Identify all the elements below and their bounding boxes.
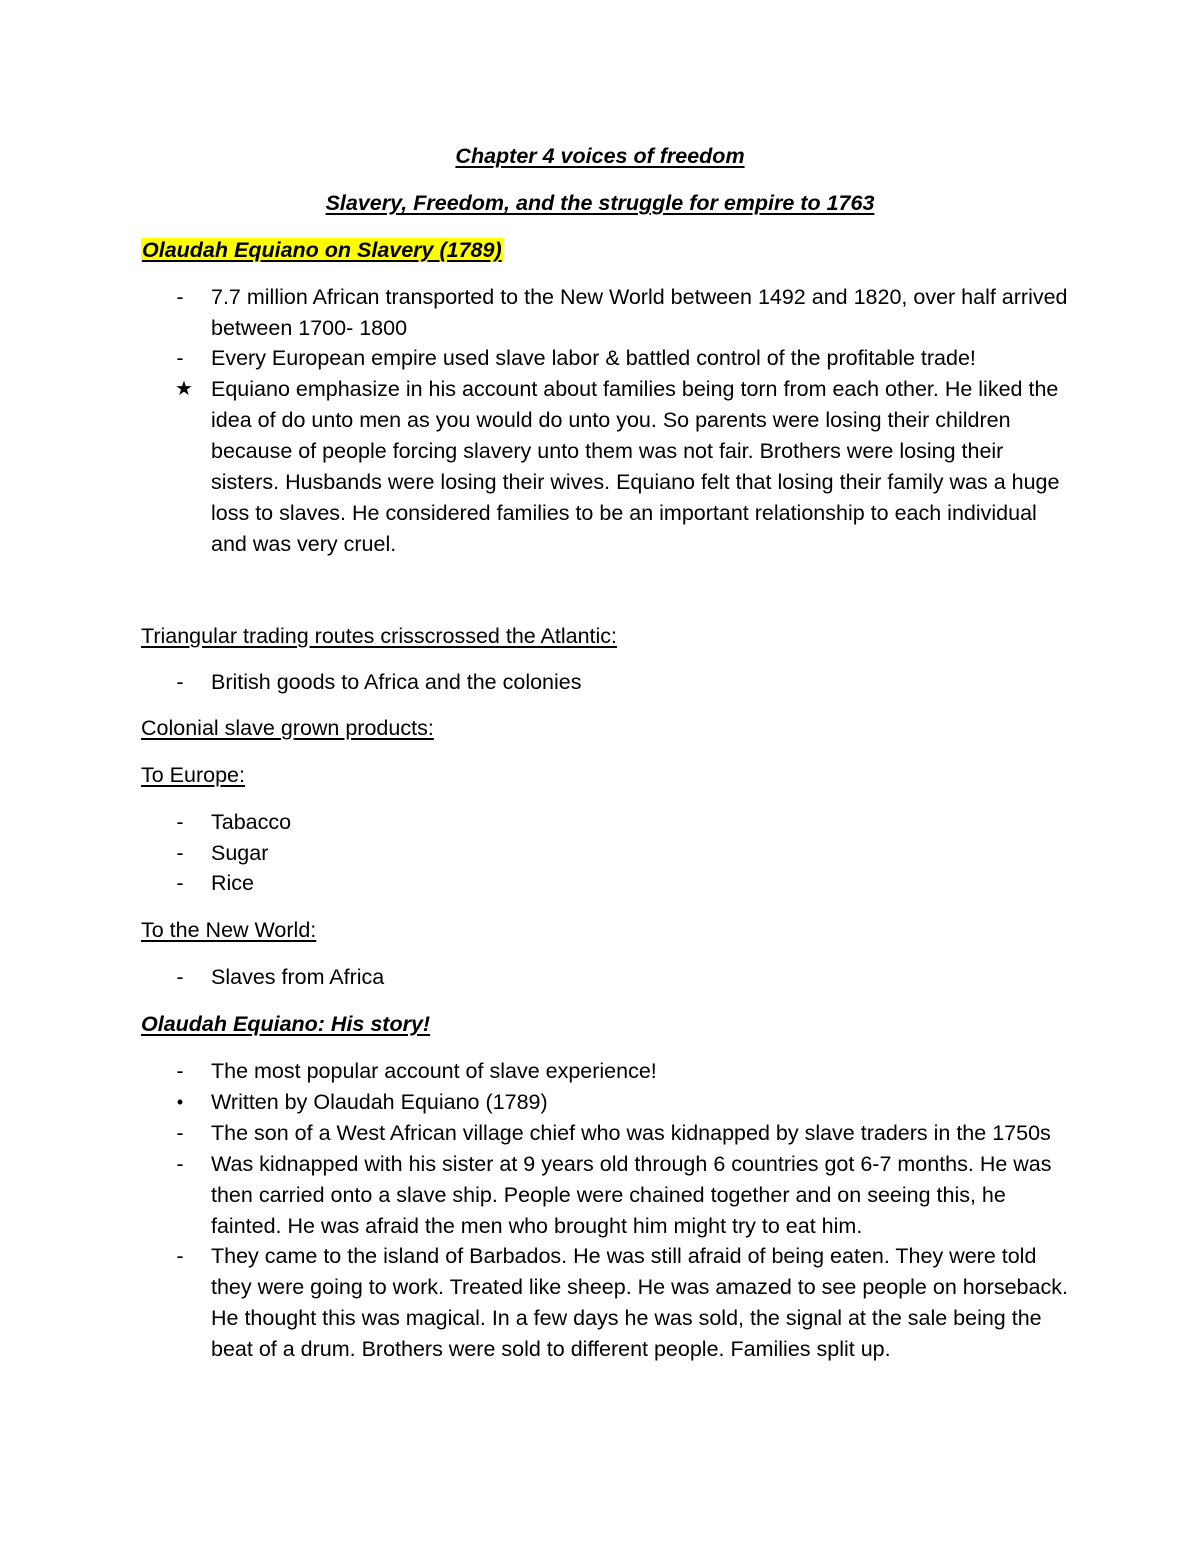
list-item: Tabacco	[211, 810, 292, 834]
dash-bullet: -	[176, 670, 184, 694]
list-item: Rice	[211, 871, 255, 895]
list-item: Was kidnapped with his sister at 9 years old through 6 countries got 6-7 months. He was then carried onto a slave ship. People were chained together and on seeing this, he fainted. He was afraid the men who brought him might try to eat him.	[211, 1152, 1052, 1238]
dash-bullet: -	[176, 1152, 184, 1176]
round-bullet-icon: •	[176, 1092, 184, 1112]
dash-bullet: -	[176, 285, 184, 309]
dash-bullet: -	[176, 871, 184, 895]
dash-bullet: -	[176, 1121, 184, 1145]
section-heading-colonial-products: Colonial slave grown products:	[141, 716, 434, 740]
list-item: British goods to Africa and the colonies	[211, 670, 582, 694]
list-item: Sugar	[211, 841, 269, 865]
star-icon: ★	[175, 378, 193, 400]
list-item: Slaves from Africa	[211, 965, 385, 989]
dash-bullet: -	[176, 346, 184, 370]
list-item: The most popular account of slave experience!	[211, 1059, 657, 1083]
dash-bullet: -	[176, 1059, 184, 1083]
section-heading-triangular-trade: Triangular trading routes crisscrossed the Atlantic:	[141, 624, 618, 648]
list-item: They came to the island of Barbados. He was still afraid of being eaten. They were told they were going to work. Treated like sheep. He was amazed to see people on horseback. He thought this was magical. In a few days he was sold, the signal at the sale being the beat of a drum. Brothers were sold to different people. Families split up.	[211, 1244, 1068, 1361]
list-item: Equiano emphasize in his account about families being torn from each other. He liked the idea of do unto men as you would do unto you. So parents were losing their children because of people forcing slavery unto them was not fair. Brothers were losing their sisters. Husbands were losing their wives. Equiano felt that losing their family was a huge loss to slaves. He considered families to be an important relationship to each individual and was very cruel.	[211, 377, 1060, 556]
dash-bullet: -	[176, 810, 184, 834]
list-item: Every European empire used slave labor & battled control of the profitable trade!	[211, 346, 976, 370]
section-heading-equiano-on-slavery: Olaudah Equiano on Slavery (1789)	[142, 238, 502, 262]
list-item: Written by Olaudah Equiano (1789)	[211, 1090, 548, 1114]
list-item: The son of a West African village chief who was kidnapped by slave traders in the 1750s	[211, 1121, 1051, 1145]
dash-bullet: -	[176, 965, 184, 989]
document-title: Chapter 4 voices of freedom	[455, 144, 745, 168]
section-heading-to-new-world: To the New World:	[141, 918, 317, 942]
dash-bullet: -	[176, 841, 184, 865]
dash-bullet: -	[176, 1244, 184, 1268]
list-item: 7.7 million African transported to the New World between 1492 and 1820, over half arrived between 1700- 1800	[211, 285, 1068, 340]
section-heading-to-europe: To Europe:	[141, 763, 245, 787]
section-heading-equiano-story: Olaudah Equiano: His story!	[141, 1012, 431, 1036]
document-subtitle: Slavery, Freedom, and the struggle for empire to 1763	[325, 191, 875, 215]
